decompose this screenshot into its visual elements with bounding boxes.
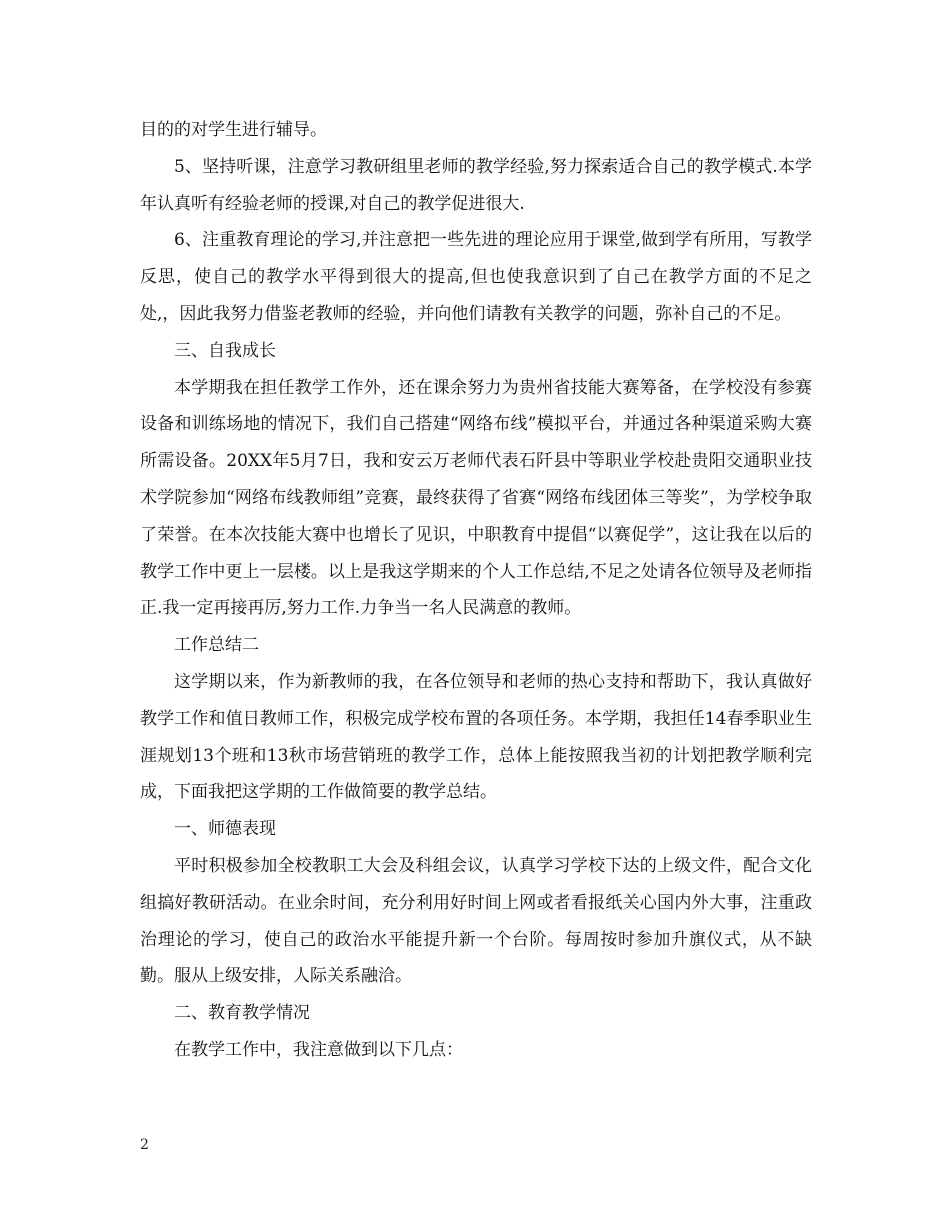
section-heading-work-summary-two: 工作总结二 <box>174 635 259 656</box>
paragraph-teacher-ethics: 平时积极参加全校教职工大会及科组会议，认真学习学校下达的上级文件，配合文化组搞好教研活动。在业余时间，充分利用好时间上网或者看报纸关心国内外大事，注重政治理论的学习，使自己的政治水平能提升新一个台阶。每周按时参加升旗仪式，从不缺勤。服从上级安排，人际关系融洽。 <box>140 855 812 987</box>
page-number: 2 <box>140 1137 149 1153</box>
section-heading-self-growth: 三、自我成长 <box>174 340 276 361</box>
paragraph-item-5: 5、坚持听课，注意学习教研组里老师的教学经验,努力探索适合自己的教学模式.本学年认真听有经验老师的授课,对自己的教学促进很大. <box>140 156 812 214</box>
paragraph-summary-intro: 这学期以来，作为新教师的我，在各位领导和老师的热心支持和帮助下，我认真做好教学工作和值日教师工作，积极完成学校布置的各项任务。本学期，我担任14春季职业生涯规划13个班和13秋市场营销班的教学工作，总体上能按照我当初的计划把教学顺利完成，下面我把这学期的工作做简要的教学总结。 <box>140 671 812 803</box>
paragraph-item-6: 6、注重教育理论的学习,并注意把一些先进的理论应用于课堂,做到学有所用，写教学反思，使自己的教学水平得到很大的提高,但也使我意识到了自己在教学方面的不足之处,，因此我努力借鉴老教师的经验，并向他们请教有关教学的问题，弥补自己的不足。 <box>140 230 812 324</box>
paragraph-continuation: 目的的对学生进行辅导。 <box>140 120 327 140</box>
paragraph-teaching-points: 在教学工作中，我注意做到以下几点： <box>174 1039 463 1060</box>
section-heading-teaching-situation: 二、教育教学情况 <box>174 1003 310 1024</box>
paragraph-self-growth: 本学期我在担任教学工作外，还在课余努力为贵州省技能大赛筹备，在学校没有参赛设备和训练场地的情况下，我们自己搭建“网络布线”模拟平台，并通过各种渠道采购大赛所需设备。20XX年5月7日，我和安云万老师代表石阡县中等职业学校赴贵阳交通职业技术学院参加“网络布线教师组”竞赛，最终获得了省赛“网络布线团体三等奖”，为学校争取了荣誉。在本次技能大赛中也增长了见识，中职教育中提倡“以赛促学”，这让我在以后的教学工作中更上一层楼。以上是我这学期来的个人工作总结,不足之处请各位领导及老师指正.我一定再接再厉,努力工作.力争当一名人民满意的教师。 <box>140 377 812 619</box>
document-body <box>140 112 812 1069</box>
section-heading-teacher-ethics: 一、师德表现 <box>174 819 276 840</box>
